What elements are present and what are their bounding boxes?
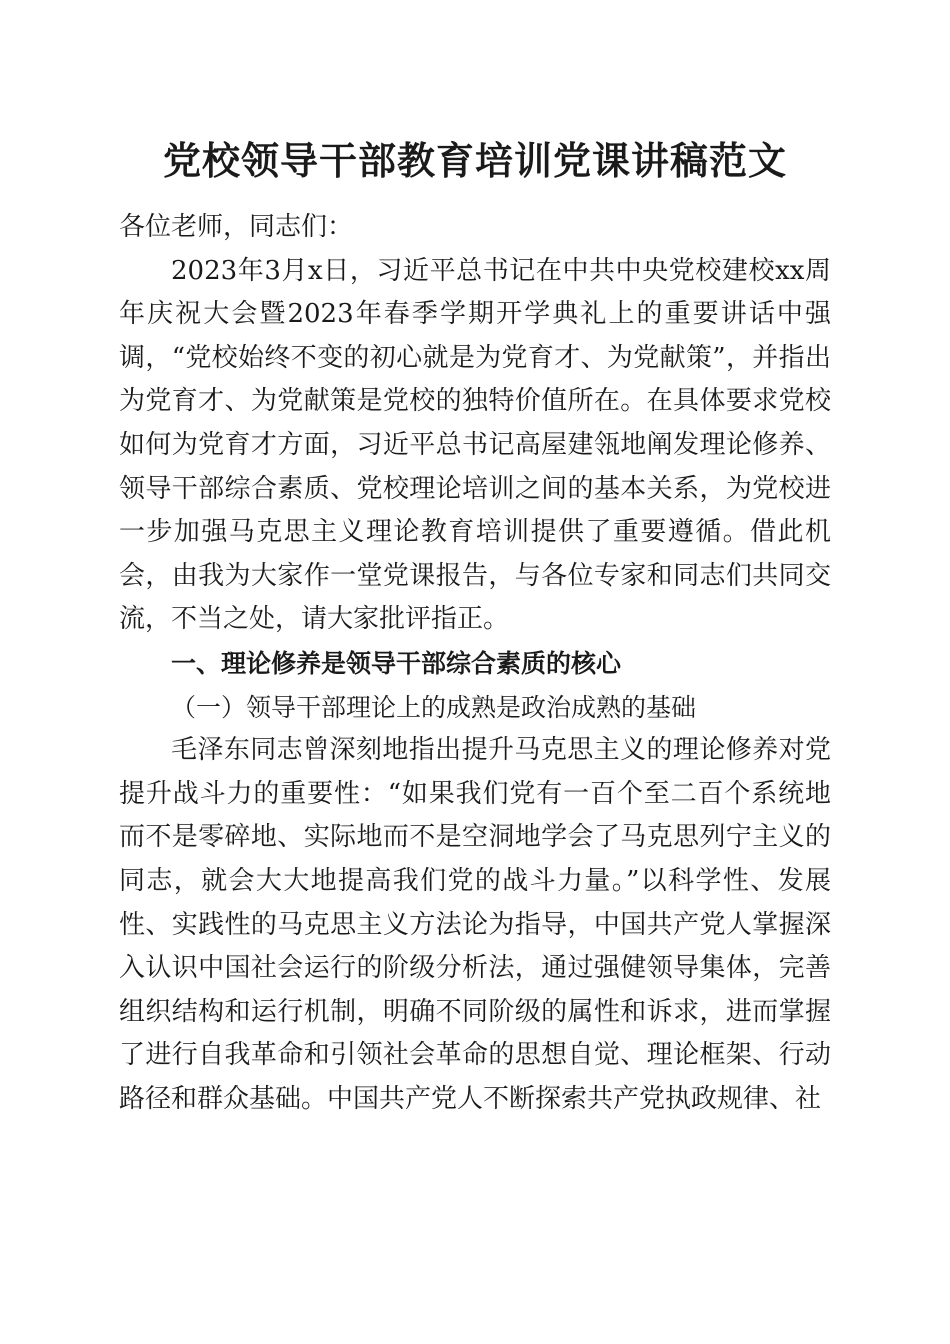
paragraph-intro: 2023年3月x日，习近平总书记在中共中央党校建校xx周年庆祝大会暨2023年春季学期开学典礼上的重要讲话中强调，“党校始终不变的初心就是为党育才、为党献策”，并指出为党育才、为党献策是党校的独特价值所在。在具体要求党校如何为党育才方面，习近平总书记高屋建瓴地阐发理论修养、领导干部综合素质、党校理论培训之间的基本关系，为党校进一步加强马克思主义理论教育培训提供了重要遵循。借此机会，由我为大家作一堂党课报告，与各位专家和同志们共同交流，不当之处，请大家批评指正。	[119, 255, 831, 635]
greeting: 各位老师，同志们：	[119, 212, 354, 242]
subsection-heading-1-1: （一）领导干部理论上的成熟是政治成熟的基础	[171, 692, 697, 722]
section-heading-1: 一、理论修养是领导干部综合素质的核心	[171, 648, 622, 678]
document-title: 党校领导干部教育培训党课讲稿范文	[162, 139, 787, 183]
paragraph-body: 毛泽东同志曾深刻地指出提升马克思主义的理论修养对党提升战斗力的重要性：“如果我们党有一百个至二百个系统地而不是零碎地、实际地而不是空洞地学会了马克思列宁主义的同志，就会大大地提高我们党的战斗力量。”以科学性、发展性、实践性的马克思主义方法论为指导，中国共产党人掌握深入认识中国社会运行的阶级分析法，通过强健领导集体，完善组织结构和运行机制，明确不同阶级的属性和诉求，进而掌握了进行自我革命和引领社会革命的思想自觉、理论框架、行动路径和群众基础。中国共产党人不断探索共产党执政规律、社	[119, 735, 831, 1114]
document-body	[119, 206, 831, 1121]
